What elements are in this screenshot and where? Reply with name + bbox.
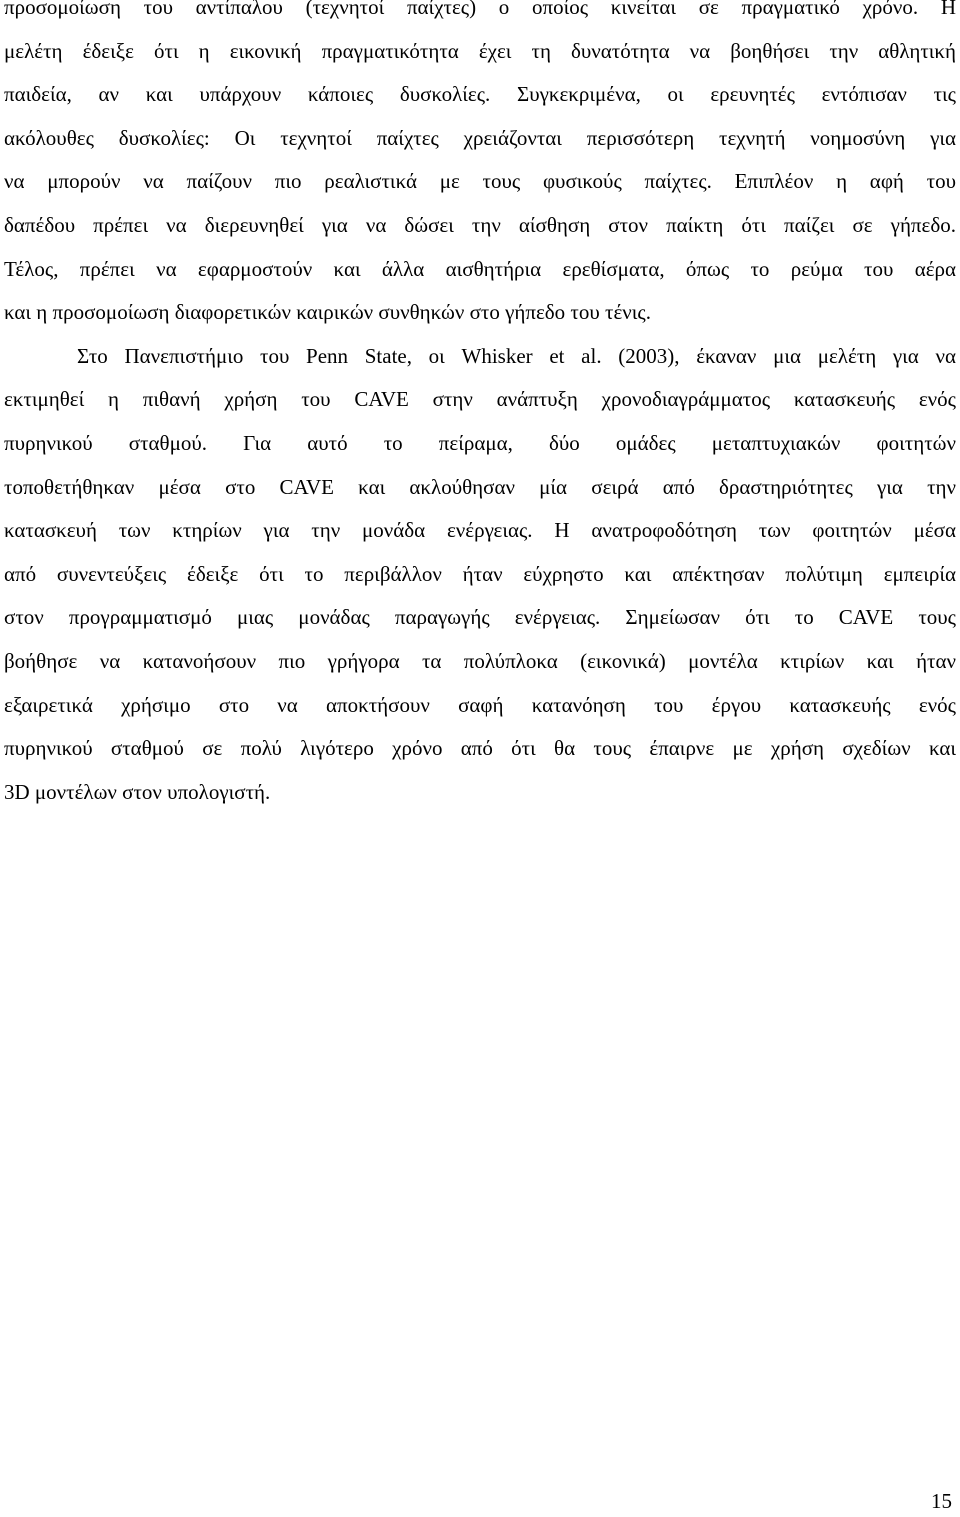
text-line: πυρηνικού σταθμού. Για αυτό το πείραμα, δύο ομάδες μεταπτυχιακών φοιτητών	[4, 430, 956, 455]
text-line: βοήθησε να κατανοήσουν πιο γρήγορα τα πολύπλοκα (εικονικά) μοντέλα κτιρίων και ήταν	[4, 648, 956, 673]
text-line: παιδεία, αν και υπάρχουν κάποιες δυσκολίες. Συγκεκριμένα, οι ερευνητές εντόπισαν τις	[4, 82, 956, 107]
text-line: στον προγραμματισμό μιας μονάδας παραγωγής ενέργειας. Σημείωσαν ότι το CAVE τους	[4, 605, 956, 630]
text-line: και η προσομοίωση διαφορετικών καιρικών συνθηκών στο γήπεδο του τένις.	[4, 300, 651, 325]
text-line: πυρηνικού σταθμού σε πολύ λιγότερο χρόνο από ότι θα τους έπαιρνε με χρήση σχεδίων και	[4, 736, 956, 761]
text-line: Τέλος, πρέπει να εφαρμοστούν και άλλα αισθητήρια ερεθίσματα, όπως το ρεύμα του αέρα	[4, 256, 956, 281]
text-line: τοποθετήθηκαν μέσα στο CAVE και ακλούθησαν μία σειρά από δραστηριότητες για την	[4, 474, 956, 499]
page-number: 15	[931, 1489, 952, 1513]
text-line: από συνεντεύξεις έδειξε ότι το περιβάλλον ήταν εύχρηστο και απέκτησαν πολύτιμη εμπειρία	[4, 561, 956, 586]
document-page	[4, 0, 956, 814]
text-line: 3D μοντέλων στον υπολογιστή.	[4, 779, 271, 804]
text-line: να μπορούν να παίζουν πιο ρεαλιστικά με τους φυσικούς παίχτες. Επιπλέον η αφή του	[4, 169, 956, 194]
text-line: δαπέδου πρέπει να διερευνηθεί για να δώσει την αίσθηση στον παίκτη ότι παίζει σε γήπεδο.	[4, 212, 956, 237]
paragraph-tennis-study	[4, 0, 956, 335]
text-line: κατασκευή των κτηρίων για την μονάδα ενέργειας. Η ανατροφοδότηση των φοιτητών μέσα	[4, 518, 956, 543]
text-line: προσομοίωση του αντίπαλου (τεχνητοί παίχτες) ο οποίος κινείται σε πραγματικό χρόνο. Η	[4, 0, 956, 19]
paragraph-cave-study	[4, 335, 956, 815]
text-line: ακόλουθες δυσκολίες: Οι τεχνητοί παίχτες χρειάζονται περισσότερη τεχνητή νοημοσύνη για	[4, 125, 956, 150]
text-line: Στο Πανεπιστήμιο του Penn State, οι Whisker et al. (2003), έκαναν μια μελέτη για να	[77, 343, 956, 368]
text-line: εξαιρετικά χρήσιμο στο να αποκτήσουν σαφή κατανόηση του έργου κατασκευής ενός	[4, 692, 956, 717]
text-line: εκτιμηθεί η πιθανή χρήση του CAVE στην ανάπτυξη χρονοδιαγράμματος κατασκευής ενός	[4, 387, 956, 412]
text-line: μελέτη έδειξε ότι η εικονική πραγματικότητα έχει τη δυνατότητα να βοηθήσει την αθλητική	[4, 38, 956, 63]
